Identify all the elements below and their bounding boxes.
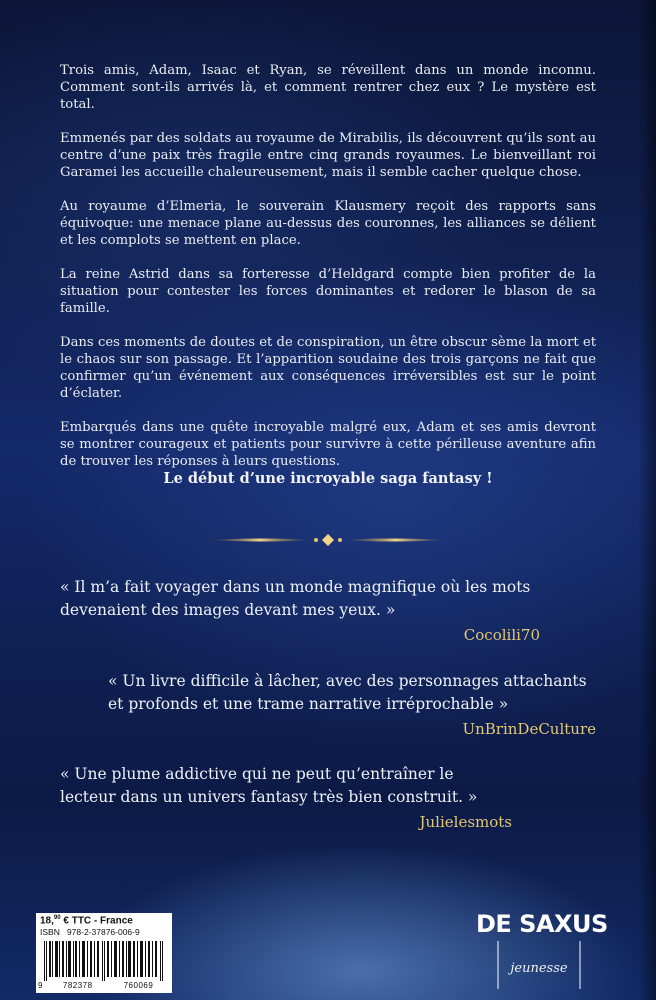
publisher-imprint: jeunesse (510, 961, 568, 976)
review-quote (60, 763, 512, 834)
quote-author: UnBrinDeCulture (462, 720, 596, 738)
blurb-paragraph: Embarqués dans une quête incroyable malgré eux, Adam et ses amis devront se montrer courageux et patients pour survivre à cette périlleuse aventure afin de trouver les réponses à leurs questions. (60, 420, 596, 469)
tagline: Le début d’une incroyable saga fantasy ! (163, 470, 493, 487)
barcode-icon (42, 941, 166, 981)
review-quote (60, 576, 540, 647)
ean-digits: 9 782378 760069 (38, 981, 154, 990)
back-cover-blurb (60, 62, 596, 487)
blurb-paragraph: Trois amis, Adam, Isaac et Ryan, se réveillent dans un monde inconnu. Comment sont-ils arrivés là, et comment rentrer chez eux ? Le mystère est total. (60, 63, 596, 112)
quote-author: Cocolili70 (463, 626, 540, 644)
blurb-paragraph: Dans ces moments de doutes et de conspiration, un être obscur sème la mort et le chaos sur son passage. Et l’apparition soudaine des trois garçons ne fait que confirmer qu’un événement aux conséquences irréversibles est sur le point d’éclater. (60, 335, 596, 401)
quote-text: « Un livre difficile à lâcher, avec des personnages attachants et profonds et une trame narrative irréprochable » (108, 672, 587, 713)
ornament-divider (208, 532, 448, 548)
blurb-paragraph: Emmenés par des soldats au royaume de Mirabilis, ils découvrent qu’ils sont au centre d’une paix très fragile entre cinq grands royaumes. Le bienveillant roi Garamei les accueille chaleureusement, mais il semble cacher quelque chose. (60, 131, 596, 180)
quote-author: Julielesmots (419, 813, 512, 831)
blurb-paragraph: La reine Astrid dans sa forteresse d’Heldgard compte bien profiter de la situation pour contester les forces dominantes et redorer le blason de sa famille. (60, 267, 596, 316)
blurb-paragraph: Au royaume d’Elmeria, le souverain Klausmery reçoit des rapports sans équivoque: une menace plane au-dessus des couronnes, les alliances se délient et les complots se mettent en place. (60, 199, 596, 248)
spine-shadow (638, 0, 656, 1000)
isbn: ISBN 978-2-37876-006-9 (40, 927, 140, 937)
review-quote (108, 670, 596, 741)
quote-text: « Une plume addictive qui ne peut qu’entraîner le lecteur dans un univers fantasy très bien construit. » (60, 765, 478, 806)
quote-text: « Il m’a fait voyager dans un monde magnifique où les mots devenaient des images devant mes yeux. » (60, 578, 531, 619)
barcode-label (36, 913, 172, 993)
publisher-logo: DE SAXUS (476, 910, 608, 938)
price: 18,90 € TTC - France (40, 915, 133, 927)
